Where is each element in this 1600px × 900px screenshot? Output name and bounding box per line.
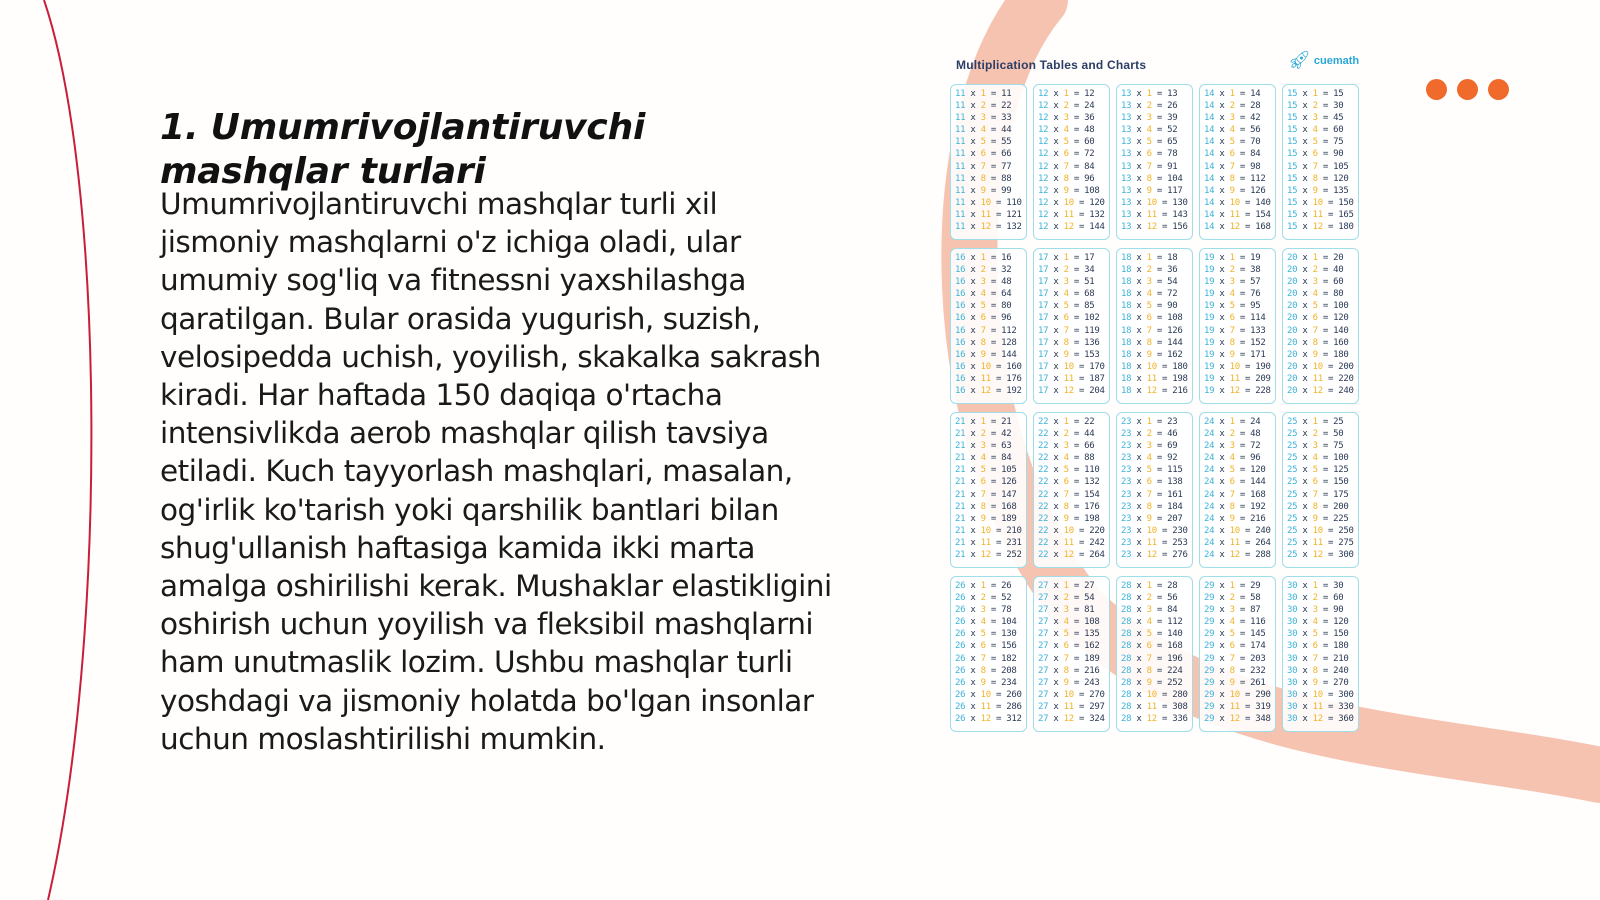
table-row: 12 x 4 = 48	[1038, 125, 1095, 136]
table-row: 27 x 4 = 108	[1038, 617, 1100, 628]
table-row: 13 x 4 = 52	[1121, 125, 1178, 136]
table-row: 30 x 7 = 210	[1287, 653, 1349, 664]
table-row: 12 x 2 = 24	[1038, 101, 1095, 112]
table-row: 13 x 11 = 143	[1121, 209, 1188, 220]
table-row: 12 x 7 = 84	[1038, 161, 1095, 172]
table-row: 24 x 8 = 192	[1204, 501, 1266, 512]
table-row: 18 x 3 = 54	[1121, 277, 1178, 288]
table-row: 15 x 5 = 75	[1287, 137, 1344, 148]
chart-title: Multiplication Tables and Charts	[956, 58, 1147, 72]
table-row: 16 x 12 = 192	[955, 386, 1022, 397]
table-row: 15 x 11 = 165	[1287, 209, 1354, 220]
table-row: 20 x 5 = 100	[1287, 301, 1349, 312]
table-row: 22 x 4 = 88	[1038, 453, 1095, 464]
slide-body-text: Umumrivojlantiruvchi mashqlar turli xil jismoniy mashqlarni o'z ichiga oladi, ular umumiy sog'liq va fitnessni yaxshilashga qaratilgan. Bular orasida yugurish, suzish, velosipedda uchish, yoyilish, skakalka sakrash kiradi. Har haftada 150 daqiqa o'rtacha intensivlikda aerob mashqlar qilish tavsiya etiladi. Kuch tayyorlash mashqlari, masalan, og'irlik ko'tarish yoki qarshilik bantlari bilan shug'ullanish haftasiga kamida ikki marta amalga oshirilishi kerak. Mushaklar elastikligini oshirish uchun yoyilish va fleksibil mashqlarni ham unutmaslik lozim. Ushbu mashqlar turli yoshdagi va jismoniy holatda bo'lgan insonlar uchun moslashtirilishi mumkin.	[160, 187, 832, 756]
table-row: 12 x 3 = 36	[1038, 113, 1095, 124]
multiplication-table-26	[950, 576, 1027, 732]
table-row: 28 x 6 = 168	[1121, 641, 1183, 652]
table-row: 17 x 2 = 34	[1038, 265, 1095, 276]
table-row: 22 x 9 = 198	[1038, 513, 1100, 524]
table-row: 14 x 7 = 98	[1204, 161, 1261, 172]
table-row: 28 x 2 = 56	[1121, 593, 1178, 604]
multiplication-chart-image	[948, 50, 1376, 732]
table-row: 27 x 10 = 270	[1038, 689, 1105, 700]
table-row: 29 x 2 = 58	[1204, 593, 1261, 604]
table-row: 22 x 7 = 154	[1038, 489, 1100, 500]
table-row: 24 x 4 = 96	[1204, 453, 1261, 464]
table-row: 29 x 11 = 319	[1204, 701, 1271, 712]
table-row: 17 x 9 = 153	[1038, 349, 1100, 360]
multiplication-table-21	[950, 412, 1027, 568]
table-row: 17 x 4 = 68	[1038, 289, 1095, 300]
table-row: 21 x 5 = 105	[955, 465, 1017, 476]
table-row: 20 x 4 = 80	[1287, 289, 1344, 300]
table-row: 17 x 3 = 51	[1038, 277, 1095, 288]
multiplication-table-17	[1033, 248, 1110, 404]
table-row: 18 x 11 = 198	[1121, 373, 1188, 384]
table-row: 22 x 5 = 110	[1038, 465, 1100, 476]
table-row: 18 x 7 = 126	[1121, 325, 1183, 336]
table-row: 13 x 10 = 130	[1121, 197, 1188, 208]
table-row: 24 x 3 = 72	[1204, 441, 1261, 452]
table-row: 29 x 9 = 261	[1204, 677, 1266, 688]
table-row: 15 x 2 = 30	[1287, 101, 1344, 112]
table-row: 11 x 6 = 66	[955, 149, 1012, 160]
table-row: 15 x 8 = 120	[1287, 173, 1349, 184]
table-row: 11 x 7 = 77	[955, 161, 1012, 172]
table-row: 15 x 3 = 45	[1287, 113, 1344, 124]
multiplication-table-19	[1199, 248, 1276, 404]
table-row: 13 x 1 = 13	[1121, 89, 1178, 99]
table-row: 22 x 11 = 242	[1038, 537, 1105, 548]
table-row: 17 x 11 = 187	[1038, 373, 1105, 384]
multiplication-table-13	[1116, 84, 1193, 240]
multiplication-table-27	[1033, 576, 1110, 732]
table-row: 18 x 6 = 108	[1121, 313, 1183, 324]
table-row: 24 x 11 = 264	[1204, 537, 1271, 548]
table-row: 30 x 12 = 360	[1287, 714, 1354, 725]
table-row: 17 x 12 = 204	[1038, 386, 1105, 397]
table-row: 20 x 2 = 40	[1287, 265, 1344, 276]
table-row: 19 x 8 = 152	[1204, 337, 1266, 348]
table-row: 11 x 8 = 88	[955, 173, 1012, 184]
table-row: 13 x 6 = 78	[1121, 149, 1178, 160]
table-row: 16 x 6 = 96	[955, 313, 1012, 324]
table-row: 23 x 3 = 69	[1121, 441, 1178, 452]
table-row: 19 x 1 = 19	[1204, 253, 1261, 263]
table-row: 28 x 7 = 196	[1121, 653, 1183, 664]
table-row: 23 x 1 = 23	[1121, 417, 1178, 427]
table-row: 29 x 8 = 232	[1204, 665, 1266, 676]
table-row: 24 x 2 = 48	[1204, 429, 1261, 440]
table-row: 25 x 7 = 175	[1287, 489, 1349, 500]
multiplication-table-25	[1282, 412, 1359, 568]
table-row: 18 x 9 = 162	[1121, 349, 1183, 360]
table-row: 13 x 3 = 39	[1121, 113, 1178, 124]
table-row: 15 x 1 = 15	[1287, 89, 1344, 99]
table-row: 16 x 3 = 48	[955, 277, 1012, 288]
table-row: 24 x 7 = 168	[1204, 489, 1266, 500]
table-row: 27 x 12 = 324	[1038, 714, 1105, 725]
table-row: 20 x 9 = 180	[1287, 349, 1349, 360]
table-row: 30 x 6 = 180	[1287, 641, 1349, 652]
table-row: 11 x 11 = 121	[955, 209, 1022, 220]
table-row: 30 x 1 = 30	[1287, 581, 1344, 591]
table-row: 15 x 9 = 135	[1287, 185, 1349, 196]
table-row: 11 x 10 = 110	[955, 197, 1022, 208]
table-row: 26 x 1 = 26	[955, 581, 1012, 591]
table-row: 30 x 5 = 150	[1287, 629, 1349, 640]
table-row: 18 x 2 = 36	[1121, 265, 1178, 276]
table-row: 29 x 3 = 87	[1204, 605, 1261, 616]
table-row: 27 x 6 = 162	[1038, 641, 1100, 652]
table-row: 19 x 7 = 133	[1204, 325, 1266, 336]
table-row: 19 x 4 = 76	[1204, 289, 1261, 300]
multiplication-table-29	[1199, 576, 1276, 732]
table-row: 28 x 9 = 252	[1121, 677, 1183, 688]
table-row: 20 x 12 = 240	[1287, 386, 1354, 397]
table-row: 18 x 4 = 72	[1121, 289, 1178, 300]
table-row: 11 x 3 = 33	[955, 113, 1012, 124]
table-row: 13 x 12 = 156	[1121, 222, 1188, 233]
table-row: 25 x 11 = 275	[1287, 537, 1354, 548]
table-row: 26 x 7 = 182	[955, 653, 1017, 664]
table-row: 13 x 7 = 91	[1121, 161, 1178, 172]
table-row: 26 x 5 = 130	[955, 629, 1017, 640]
table-row: 17 x 5 = 85	[1038, 301, 1095, 312]
table-row: 22 x 10 = 220	[1038, 525, 1105, 536]
left-red-curve	[44, 0, 91, 900]
table-row: 16 x 2 = 32	[955, 265, 1012, 276]
table-row: 16 x 10 = 160	[955, 361, 1022, 372]
multiplication-table-24	[1199, 412, 1276, 568]
table-row: 25 x 4 = 100	[1287, 453, 1349, 464]
three-dots-icon	[1426, 79, 1509, 100]
table-row: 13 x 8 = 104	[1121, 173, 1183, 184]
table-row: 22 x 2 = 44	[1038, 429, 1095, 440]
table-row: 18 x 5 = 90	[1121, 301, 1178, 312]
table-row: 30 x 9 = 270	[1287, 677, 1349, 688]
multiplication-table-20	[1282, 248, 1359, 404]
table-row: 12 x 6 = 72	[1038, 149, 1095, 160]
table-row: 21 x 4 = 84	[955, 453, 1012, 464]
slide-title: 1. Umumrivojlantiruvchi mashqlar turlari	[160, 107, 646, 192]
multiplication-table-16	[950, 248, 1027, 404]
table-row: 17 x 6 = 102	[1038, 313, 1100, 324]
brand-logo	[1288, 52, 1359, 70]
table-row: 28 x 4 = 112	[1121, 617, 1183, 628]
table-row: 17 x 1 = 17	[1038, 253, 1095, 263]
table-row: 12 x 1 = 12	[1038, 89, 1095, 99]
multiplication-table-14	[1199, 84, 1276, 240]
table-row: 14 x 3 = 42	[1204, 113, 1261, 124]
table-row: 16 x 1 = 16	[955, 253, 1012, 263]
table-row: 19 x 6 = 114	[1204, 313, 1266, 324]
table-row: 14 x 2 = 28	[1204, 101, 1261, 112]
table-row: 27 x 8 = 216	[1038, 665, 1100, 676]
table-row: 13 x 9 = 117	[1121, 185, 1183, 196]
table-row: 15 x 12 = 180	[1287, 222, 1354, 233]
table-row: 24 x 9 = 216	[1204, 513, 1266, 524]
table-row: 27 x 3 = 81	[1038, 605, 1095, 616]
table-row: 25 x 1 = 25	[1287, 417, 1344, 427]
dot-1	[1426, 79, 1447, 100]
table-row: 27 x 11 = 297	[1038, 701, 1105, 712]
table-row: 12 x 5 = 60	[1038, 137, 1095, 148]
table-row: 26 x 2 = 52	[955, 593, 1012, 604]
table-row: 14 x 5 = 70	[1204, 137, 1261, 148]
table-row: 30 x 11 = 330	[1287, 701, 1354, 712]
table-row: 20 x 11 = 220	[1287, 373, 1354, 384]
table-row: 19 x 9 = 171	[1204, 349, 1266, 360]
table-row: 14 x 10 = 140	[1204, 197, 1271, 208]
table-row: 23 x 4 = 92	[1121, 453, 1178, 464]
table-row: 20 x 8 = 160	[1287, 337, 1349, 348]
table-row: 23 x 11 = 253	[1121, 537, 1188, 548]
table-row: 23 x 7 = 161	[1121, 489, 1183, 500]
table-row: 21 x 8 = 168	[955, 501, 1017, 512]
table-row: 29 x 10 = 290	[1204, 689, 1271, 700]
table-row: 14 x 12 = 168	[1204, 222, 1271, 233]
table-row: 23 x 2 = 46	[1121, 429, 1178, 440]
table-row: 21 x 2 = 42	[955, 429, 1012, 440]
table-row: 21 x 12 = 252	[955, 550, 1022, 561]
table-row: 25 x 8 = 200	[1287, 501, 1349, 512]
table-row: 14 x 8 = 112	[1204, 173, 1266, 184]
table-row: 29 x 7 = 203	[1204, 653, 1266, 664]
table-row: 11 x 5 = 55	[955, 137, 1012, 148]
table-row: 15 x 7 = 105	[1287, 161, 1349, 172]
table-row: 28 x 11 = 308	[1121, 701, 1188, 712]
rocket-icon: 🚀︎	[1288, 50, 1311, 71]
table-row: 30 x 3 = 90	[1287, 605, 1344, 616]
table-row: 22 x 1 = 22	[1038, 417, 1095, 427]
dot-3	[1488, 79, 1509, 100]
table-row: 30 x 2 = 60	[1287, 593, 1344, 604]
table-row: 11 x 1 = 11	[955, 89, 1012, 99]
table-row: 19 x 10 = 190	[1204, 361, 1271, 372]
table-row: 19 x 2 = 38	[1204, 265, 1261, 276]
table-row: 21 x 3 = 63	[955, 441, 1012, 452]
table-row: 23 x 12 = 276	[1121, 550, 1188, 561]
table-row: 13 x 2 = 26	[1121, 101, 1178, 112]
table-row: 19 x 5 = 95	[1204, 301, 1261, 312]
table-row: 24 x 5 = 120	[1204, 465, 1266, 476]
table-row: 15 x 4 = 60	[1287, 125, 1344, 136]
table-row: 11 x 2 = 22	[955, 101, 1012, 112]
table-row: 30 x 8 = 240	[1287, 665, 1349, 676]
table-row: 16 x 9 = 144	[955, 349, 1017, 360]
table-row: 23 x 6 = 138	[1121, 477, 1183, 488]
table-row: 24 x 6 = 144	[1204, 477, 1266, 488]
table-row: 21 x 9 = 189	[955, 513, 1017, 524]
multiplication-table-22	[1033, 412, 1110, 568]
table-row: 11 x 9 = 99	[955, 185, 1012, 196]
table-row: 16 x 11 = 176	[955, 373, 1022, 384]
table-row: 30 x 10 = 300	[1287, 689, 1354, 700]
table-row: 11 x 12 = 132	[955, 222, 1022, 233]
table-row: 29 x 12 = 348	[1204, 714, 1271, 725]
table-row: 28 x 8 = 224	[1121, 665, 1183, 676]
table-row: 26 x 8 = 208	[955, 665, 1017, 676]
table-row: 29 x 5 = 145	[1204, 629, 1266, 640]
table-row: 14 x 11 = 154	[1204, 209, 1271, 220]
multiplication-table-18	[1116, 248, 1193, 404]
table-row: 14 x 1 = 14	[1204, 89, 1261, 99]
table-row: 16 x 4 = 64	[955, 289, 1012, 300]
multiplication-table-30	[1282, 576, 1359, 732]
table-row: 19 x 3 = 57	[1204, 277, 1261, 288]
table-row: 25 x 3 = 75	[1287, 441, 1344, 452]
table-row: 26 x 9 = 234	[955, 677, 1017, 688]
table-row: 23 x 10 = 230	[1121, 525, 1188, 536]
table-row: 26 x 3 = 78	[955, 605, 1012, 616]
table-row: 15 x 6 = 90	[1287, 149, 1344, 160]
table-row: 22 x 3 = 66	[1038, 441, 1095, 452]
table-row: 22 x 12 = 264	[1038, 550, 1105, 561]
table-row: 21 x 6 = 126	[955, 477, 1017, 488]
table-row: 25 x 9 = 225	[1287, 513, 1349, 524]
table-row: 20 x 1 = 20	[1287, 253, 1344, 263]
table-row: 18 x 12 = 216	[1121, 386, 1188, 397]
table-row: 12 x 9 = 108	[1038, 185, 1100, 196]
table-row: 27 x 9 = 243	[1038, 677, 1100, 688]
table-row: 28 x 5 = 140	[1121, 629, 1183, 640]
table-row: 26 x 11 = 286	[955, 701, 1022, 712]
table-row: 23 x 8 = 184	[1121, 501, 1183, 512]
table-row: 14 x 6 = 84	[1204, 149, 1261, 160]
table-row: 28 x 3 = 84	[1121, 605, 1178, 616]
table-row: 27 x 2 = 54	[1038, 593, 1095, 604]
table-row: 26 x 6 = 156	[955, 641, 1017, 652]
table-row: 29 x 6 = 174	[1204, 641, 1266, 652]
table-row: 20 x 10 = 200	[1287, 361, 1354, 372]
table-row: 17 x 8 = 136	[1038, 337, 1100, 348]
brand-name: cuemath	[1313, 55, 1360, 67]
table-row: 23 x 9 = 207	[1121, 513, 1183, 524]
multiplication-table-11	[950, 84, 1027, 240]
table-row: 25 x 6 = 150	[1287, 477, 1349, 488]
table-row: 13 x 5 = 65	[1121, 137, 1178, 148]
table-row: 27 x 1 = 27	[1038, 581, 1095, 591]
table-row: 22 x 6 = 132	[1038, 477, 1100, 488]
table-row: 20 x 7 = 140	[1287, 325, 1349, 336]
table-row: 21 x 10 = 210	[955, 525, 1022, 536]
table-row: 21 x 1 = 21	[955, 417, 1012, 427]
multiplication-table-12	[1033, 84, 1110, 240]
table-row: 28 x 1 = 28	[1121, 581, 1178, 591]
table-row: 17 x 7 = 119	[1038, 325, 1100, 336]
table-row: 30 x 4 = 120	[1287, 617, 1349, 628]
dot-2	[1457, 79, 1478, 100]
table-row: 19 x 12 = 228	[1204, 386, 1271, 397]
multiplication-tables-grid	[950, 84, 1359, 732]
table-row: 15 x 10 = 150	[1287, 197, 1354, 208]
table-row: 27 x 7 = 189	[1038, 653, 1100, 664]
table-row: 18 x 8 = 144	[1121, 337, 1183, 348]
table-row: 20 x 3 = 60	[1287, 277, 1344, 288]
table-row: 26 x 4 = 104	[955, 617, 1017, 628]
table-row: 27 x 5 = 135	[1038, 629, 1100, 640]
table-row: 24 x 10 = 240	[1204, 525, 1271, 536]
table-row: 21 x 7 = 147	[955, 489, 1017, 500]
table-row: 24 x 12 = 288	[1204, 550, 1271, 561]
table-row: 21 x 11 = 231	[955, 537, 1022, 548]
table-row: 12 x 11 = 132	[1038, 209, 1105, 220]
table-row: 11 x 4 = 44	[955, 125, 1012, 136]
table-row: 25 x 5 = 125	[1287, 465, 1349, 476]
table-row: 25 x 10 = 250	[1287, 525, 1354, 536]
table-row: 18 x 10 = 180	[1121, 361, 1188, 372]
table-row: 16 x 5 = 80	[955, 301, 1012, 312]
table-row: 25 x 12 = 300	[1287, 550, 1354, 561]
multiplication-table-23	[1116, 412, 1193, 568]
table-row: 29 x 1 = 29	[1204, 581, 1261, 591]
table-row: 19 x 11 = 209	[1204, 373, 1271, 384]
table-row: 16 x 8 = 128	[955, 337, 1017, 348]
table-row: 23 x 5 = 115	[1121, 465, 1183, 476]
table-row: 22 x 8 = 176	[1038, 501, 1100, 512]
table-row: 24 x 1 = 24	[1204, 417, 1261, 427]
table-row: 29 x 4 = 116	[1204, 617, 1266, 628]
table-row: 14 x 4 = 56	[1204, 125, 1261, 136]
table-row: 12 x 12 = 144	[1038, 222, 1105, 233]
table-row: 26 x 10 = 260	[955, 689, 1022, 700]
table-row: 12 x 8 = 96	[1038, 173, 1095, 184]
multiplication-table-28	[1116, 576, 1193, 732]
table-row: 20 x 6 = 120	[1287, 313, 1349, 324]
table-row: 28 x 10 = 280	[1121, 689, 1188, 700]
multiplication-table-15	[1282, 84, 1359, 240]
table-row: 12 x 10 = 120	[1038, 197, 1105, 208]
table-row: 28 x 12 = 336	[1121, 714, 1188, 725]
table-row: 17 x 10 = 170	[1038, 361, 1105, 372]
table-row: 18 x 1 = 18	[1121, 253, 1178, 263]
table-row: 26 x 12 = 312	[955, 714, 1022, 725]
table-row: 25 x 2 = 50	[1287, 429, 1344, 440]
table-row: 14 x 9 = 126	[1204, 185, 1266, 196]
table-row: 16 x 7 = 112	[955, 325, 1017, 336]
